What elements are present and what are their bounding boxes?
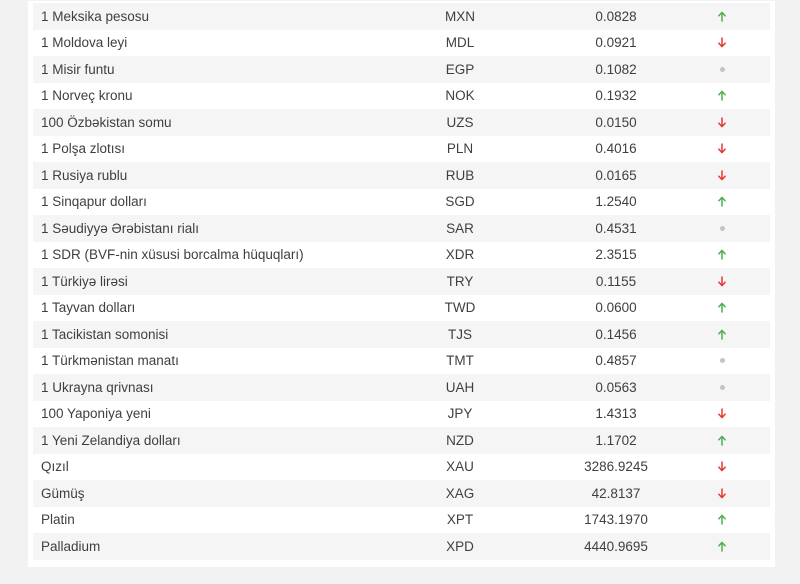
exchange-rates-table (33, 3, 770, 560)
currency-name: 1 Misir funtu (41, 61, 115, 77)
currency-rate: 0.4016 (595, 141, 637, 157)
currency-rate: 0.1932 (595, 88, 637, 104)
trend-cell (696, 11, 748, 22)
trend-cell (696, 276, 748, 287)
trend-up-icon (717, 90, 727, 101)
table-row (33, 242, 770, 269)
currency-code: SGD (445, 194, 475, 210)
table-row (33, 268, 770, 295)
currency-name: 1 Səudiyyə Ərəbistanı rialı (41, 220, 199, 236)
table-row (33, 374, 770, 401)
trend-cell (696, 143, 748, 154)
currency-code: TRY (446, 273, 474, 289)
exchange-rates-card (28, 1, 775, 567)
currency-name: 1 Norveç kronu (41, 88, 133, 104)
currency-code: NOK (445, 88, 475, 104)
table-row (33, 83, 770, 110)
currency-name: 1 Moldova leyi (41, 35, 128, 51)
trend-up-icon (717, 196, 727, 207)
trend-cell (696, 302, 748, 313)
currency-rate: 0.0150 (595, 114, 637, 130)
trend-neutral-icon (720, 358, 725, 363)
currency-rate: 0.1082 (595, 61, 637, 77)
currency-rate: 3286.9245 (584, 459, 648, 475)
currency-name: 1 Tayvan dolları (41, 300, 136, 316)
trend-cell (696, 170, 748, 181)
currency-rate: 0.4857 (595, 353, 637, 369)
currency-name: 1 Meksika pesosu (41, 8, 150, 24)
currency-name: 1 Polşa zlotısı (41, 141, 126, 157)
currency-rate: 0.0165 (595, 167, 637, 183)
currency-name: 1 Türkmənistan manatı (41, 353, 179, 369)
trend-down-icon (717, 276, 727, 287)
currency-name: 100 Özbəkistan somu (41, 114, 172, 130)
trend-cell (696, 408, 748, 419)
currency-rate: 0.1155 (595, 273, 637, 289)
currency-code: XAU (446, 459, 474, 475)
currency-name: Platin (41, 512, 75, 528)
table-row (33, 507, 770, 534)
currency-code: XPT (446, 512, 474, 528)
trend-down-icon (717, 408, 727, 419)
currency-rate: 0.0563 (595, 379, 637, 395)
trend-cell (696, 117, 748, 128)
currency-code: XDR (445, 247, 475, 263)
trend-neutral-icon (720, 67, 725, 72)
currency-name: Gümüş (41, 485, 85, 501)
trend-cell (696, 37, 748, 48)
trend-cell (696, 249, 748, 260)
table-row (33, 427, 770, 454)
trend-cell (696, 196, 748, 207)
currency-code: UZS (446, 114, 474, 130)
table-row (33, 56, 770, 83)
table-row (33, 109, 770, 136)
trend-cell (696, 90, 748, 101)
table-row (33, 480, 770, 507)
trend-neutral-icon (720, 385, 725, 390)
table-row (33, 136, 770, 163)
table-row (33, 3, 770, 30)
trend-cell (696, 226, 748, 231)
currency-name: 1 Tacikistan somonisi (41, 326, 169, 342)
currency-name: 1 Yeni Zelandiya dolları (41, 432, 181, 448)
currency-code: EGP (445, 61, 475, 77)
currency-code: MXN (445, 8, 475, 24)
trend-cell (696, 385, 748, 390)
trend-down-icon (717, 117, 727, 128)
table-row (33, 401, 770, 428)
currency-name: 1 SDR (BVF-nin xüsusi borcalma hüquqları) (41, 247, 304, 263)
trend-cell (696, 461, 748, 472)
table-row (33, 533, 770, 560)
trend-cell (696, 435, 748, 446)
currency-code: TJS (447, 326, 472, 342)
currency-code: UAH (445, 379, 475, 395)
currency-rate: 1743.1970 (584, 512, 648, 528)
currency-code: TWD (444, 300, 476, 316)
trend-cell (696, 514, 748, 525)
trend-up-icon (717, 11, 727, 22)
currency-name: Palladium (41, 538, 101, 554)
currency-rate: 0.4531 (595, 220, 637, 236)
currency-rate: 2.3515 (595, 247, 637, 263)
table-row (33, 348, 770, 375)
trend-cell (696, 358, 748, 363)
currency-rate: 1.2540 (595, 194, 637, 210)
trend-up-icon (717, 249, 727, 260)
trend-up-icon (717, 541, 727, 552)
table-row (33, 30, 770, 57)
currency-rate: 1.4313 (595, 406, 637, 422)
currency-name: 100 Yaponiya yeni (41, 406, 151, 422)
trend-up-icon (717, 329, 727, 340)
currency-name: 1 Rusiya rublu (41, 167, 128, 183)
currency-code: PLN (446, 141, 474, 157)
trend-up-icon (717, 435, 727, 446)
currency-rate: 0.1456 (595, 326, 637, 342)
currency-rate: 0.0600 (595, 300, 637, 316)
currency-code: MDL (445, 35, 475, 51)
currency-code: XPD (446, 538, 474, 554)
table-row (33, 295, 770, 322)
currency-code: TMT (446, 353, 474, 369)
trend-cell (696, 488, 748, 499)
table-row (33, 321, 770, 348)
trend-neutral-icon (720, 226, 725, 231)
currency-name: 1 Türkiyə lirəsi (41, 273, 128, 289)
table-row (33, 454, 770, 481)
trend-cell (696, 67, 748, 72)
table-row (33, 162, 770, 189)
currency-rate: 0.0921 (595, 35, 637, 51)
trend-up-icon (717, 514, 727, 525)
trend-down-icon (717, 143, 727, 154)
currency-code: JPY (447, 406, 473, 422)
table-row (33, 189, 770, 216)
currency-rate: 1.1702 (595, 432, 637, 448)
currency-name: Qızıl (41, 459, 69, 475)
currency-code: NZD (446, 432, 474, 448)
currency-code: SAR (446, 220, 474, 236)
trend-down-icon (717, 488, 727, 499)
currency-name: 1 Ukrayna qrivnası (41, 379, 154, 395)
currency-code: XAG (445, 485, 475, 501)
table-row (33, 215, 770, 242)
trend-down-icon (717, 170, 727, 181)
currency-rate: 4440.9695 (584, 538, 648, 554)
currency-code: RUB (445, 167, 475, 183)
currency-name: 1 Sinqapur dolları (41, 194, 147, 210)
trend-cell (696, 541, 748, 552)
currency-rate: 0.0828 (595, 8, 637, 24)
trend-down-icon (717, 37, 727, 48)
currency-rate: 42.8137 (591, 485, 641, 501)
trend-up-icon (717, 302, 727, 313)
trend-cell (696, 329, 748, 340)
trend-down-icon (717, 461, 727, 472)
